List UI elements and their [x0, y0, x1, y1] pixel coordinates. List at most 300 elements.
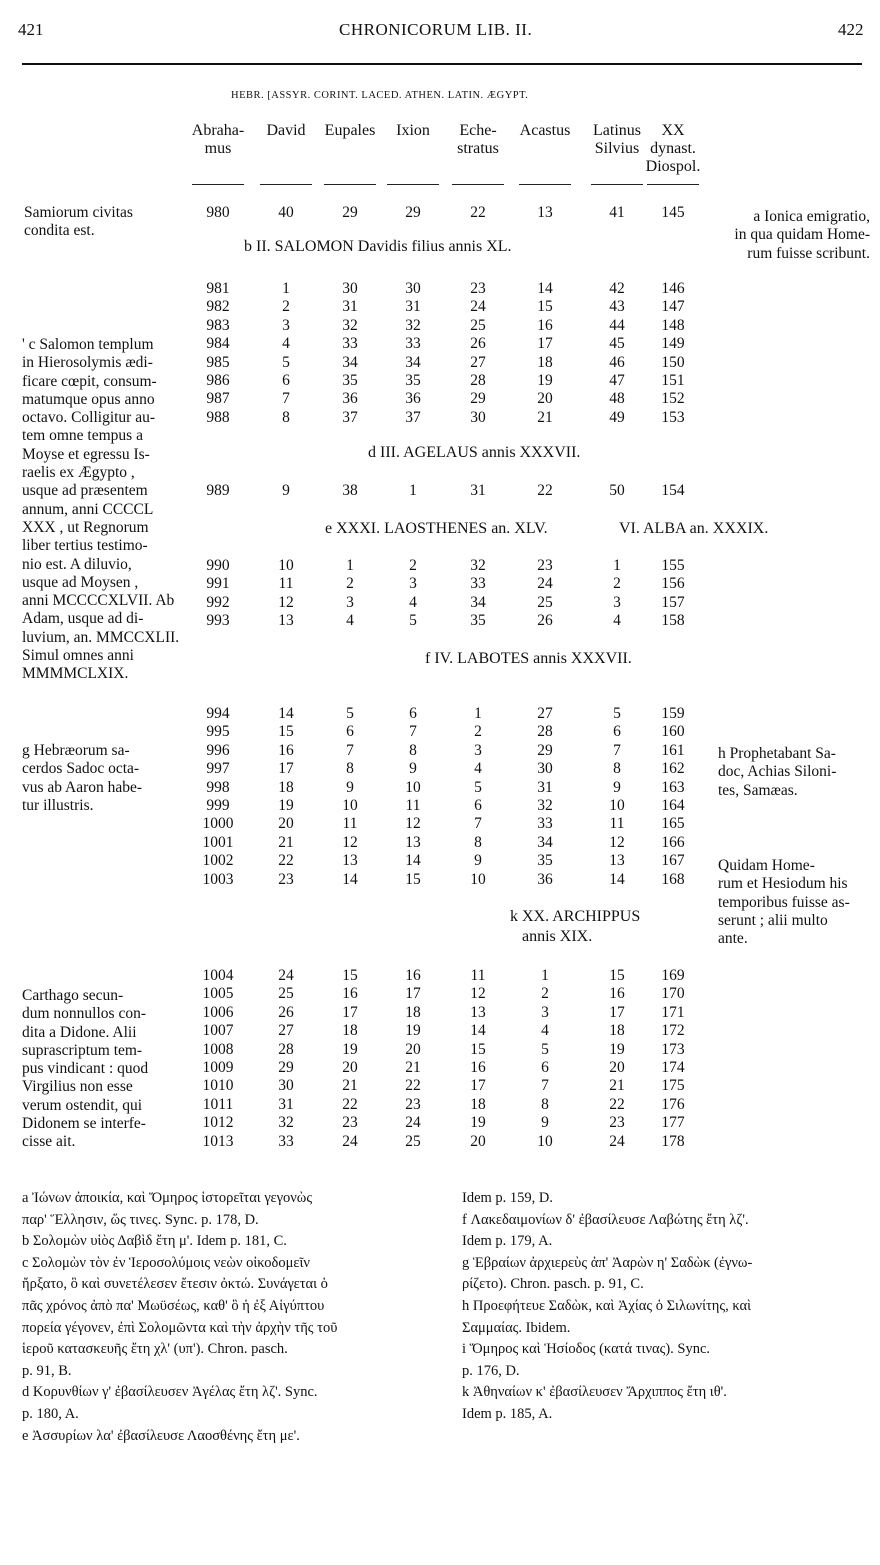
table-cell: 1005 [202, 985, 234, 1003]
note-line: h Prophetabant Sa- [718, 745, 836, 762]
table-cell: 157 [661, 593, 685, 611]
table-cell: 995 [206, 723, 230, 741]
table-cell: 26 [537, 612, 553, 630]
table-cell: 1008 [202, 1040, 234, 1058]
table-cell: 23 [342, 1114, 358, 1132]
table-cell: 17 [537, 335, 553, 353]
footnote-line: a Ἰώνων ἀποικία, καὶ Ὅμηρος ἱστορεῖται γεγονὼς [22, 1190, 313, 1206]
reign-agelaus: d III. AGELAUS annis XXXVII. [368, 444, 581, 461]
note-line: MMMMCLXIX. [22, 665, 129, 683]
note-line: ficare cœpit, consum- [22, 372, 157, 390]
table-cell: 9 [474, 852, 482, 870]
table-cell: 987 [206, 390, 230, 408]
table-cell: 178 [661, 1132, 685, 1150]
table-cell: 23 [470, 280, 486, 297]
table-cell: 28 [470, 372, 486, 389]
table-cell: 48 [609, 390, 625, 408]
table-cell: 21 [609, 1077, 625, 1095]
table-cell: 19 [405, 1022, 421, 1040]
table-cell: 20 [470, 1132, 486, 1150]
note-line: tem omne tempus a [22, 427, 143, 445]
table-cell: 31 [405, 298, 421, 316]
table-cell: 24 [342, 1132, 358, 1150]
table-cell: 23 [278, 870, 294, 888]
table-cell: 5 [346, 705, 354, 722]
table-cell: 1013 [202, 1132, 234, 1150]
table-cell: 18 [537, 353, 553, 371]
table-cell: 7 [282, 390, 290, 408]
note-line: serunt ; alii multo [718, 911, 828, 929]
note-line: XXX , ut Regnorum [22, 518, 149, 536]
table-cell: 20 [537, 390, 553, 408]
table-cell: 4 [541, 1022, 549, 1040]
table-cell: 12 [609, 833, 625, 851]
table-cell: 17 [609, 1003, 625, 1021]
table-cell: 35 [470, 612, 486, 630]
table-cell: 10 [609, 797, 625, 814]
table-cell: 18 [278, 778, 294, 796]
column-rule [647, 184, 699, 185]
table-cell: 166 [661, 833, 685, 851]
table-cell: 32 [342, 316, 358, 334]
table-cell: 148 [661, 316, 685, 334]
footnote-line: πορεία γέγονεν, ἐπὶ Σολομῶντα καὶ τὴν ἀρχὴν τῆς τοῦ [22, 1319, 338, 1336]
footnote-line: p. 176, D. [462, 1362, 520, 1379]
note-line: doc, Achias Siloni- [718, 763, 837, 781]
column-header [505, 122, 585, 140]
table-cell: 1012 [202, 1114, 234, 1132]
table-cell: 3 [474, 741, 482, 759]
table-cell: 8 [474, 833, 482, 851]
note-line: Carthago secun- [22, 987, 124, 1004]
table-cell: 29 [405, 204, 421, 221]
note-line: tur illustris. [22, 796, 94, 814]
note-line: cisse ait. [22, 1133, 76, 1151]
column-header-line: Diospol. [645, 158, 701, 175]
table-cell: 11 [278, 575, 294, 593]
table-cell: 177 [661, 1114, 685, 1132]
footnotes-right [462, 1188, 872, 1426]
table-cell: 146 [661, 280, 685, 297]
table-cell: 992 [206, 593, 230, 611]
table-cell: 13 [470, 1003, 486, 1021]
table-cell: 16 [609, 985, 625, 1003]
table-cell: 6 [282, 372, 290, 389]
table-cell: 19 [342, 1040, 358, 1058]
table-cell: 24 [278, 967, 294, 984]
table-cell: 15 [342, 967, 358, 984]
footnotes-left [22, 1188, 442, 1447]
table-cell: 164 [661, 797, 685, 814]
table-cell: 38 [342, 482, 358, 499]
footnote-line: e Ἀσσυρίων λα' ἐβασίλευσε Λαοσθένης ἔτη με'. [22, 1427, 300, 1444]
table-cell: 1 [409, 482, 417, 499]
column-header-line: Silvius [594, 140, 640, 157]
table-cell: 20 [609, 1059, 625, 1076]
table-cell: 996 [206, 741, 230, 759]
table-cell: 28 [537, 723, 553, 741]
table-cell: 18 [342, 1022, 358, 1040]
table-cell: 986 [206, 372, 230, 389]
table-cell: 4 [474, 760, 482, 778]
table-cell: 32 [470, 557, 486, 574]
footnote-line: k Ἀθηναίων κ' ἐβασίλευσεν Ἄρχιππος ἔτη ιθ'. [462, 1384, 727, 1401]
table-cell: 30 [342, 280, 358, 297]
table-cell: 20 [342, 1059, 358, 1076]
table-cell: 29 [537, 741, 553, 759]
table-cell: 169 [661, 967, 685, 984]
table-cell: 1 [613, 557, 621, 574]
table-cell: 5 [613, 705, 621, 722]
table-cell: 23 [537, 557, 553, 574]
table-cell: 3 [409, 575, 417, 593]
reign-archippus-years: annis XIX. [522, 928, 593, 945]
table-cell: 13 [537, 204, 553, 221]
note-line: vus ab Aaron habe- [22, 778, 143, 796]
table-cell: 13 [609, 852, 625, 870]
table-cell: 30 [278, 1077, 294, 1095]
table-cell: 14 [609, 870, 625, 888]
table-cell: 34 [537, 833, 553, 851]
table-cell: 5 [474, 778, 482, 796]
note-line: in qua quidam Home- [734, 226, 870, 244]
table-cell: 147 [661, 298, 685, 316]
table-cell: 7 [474, 815, 482, 833]
table-cell: 21 [278, 833, 294, 851]
note-line: dita a Didone. Alii [22, 1023, 137, 1041]
table-cell: 10 [278, 557, 294, 574]
table-cell: 981 [206, 280, 230, 297]
table-cell: 149 [661, 335, 685, 353]
table-cell: 42 [609, 280, 625, 297]
table-cell: 1 [282, 280, 290, 297]
note-line: octavo. Colligitur au- [22, 409, 156, 427]
note-line: Virgilius non esse [22, 1078, 133, 1096]
column-header-line: Abraha- [191, 122, 245, 139]
footnote-line: παρ' Ἕλλησιν, ὥς τινες. Sync. p. 178, D. [22, 1211, 259, 1228]
table-cell: 24 [609, 1132, 625, 1150]
table-cell: 30 [537, 760, 553, 778]
table-cell: 7 [613, 741, 621, 759]
table-cell: 35 [537, 852, 553, 870]
table-cell: 14 [537, 280, 553, 297]
column-header-line: mus [204, 140, 232, 157]
table-cell: 28 [278, 1040, 294, 1058]
table-cell: 12 [405, 815, 421, 833]
note-carthago [22, 987, 194, 1152]
table-cell: 29 [470, 390, 486, 408]
table-cell: 11 [470, 967, 486, 984]
note-line: Adam, usque ad di- [22, 610, 144, 628]
note-quidam [718, 857, 870, 948]
table-cell: 2 [613, 575, 621, 593]
table-cell: 2 [474, 723, 482, 741]
table-cell: 37 [405, 408, 421, 426]
table-cell: 153 [661, 408, 685, 426]
table-cell: 18 [609, 1022, 625, 1040]
table-cell: 22 [537, 482, 553, 499]
table-cell: 989 [206, 482, 230, 499]
table-cell: 980 [206, 204, 230, 221]
note-hebraeorum [22, 742, 194, 815]
table-cell: 3 [346, 593, 354, 611]
page-number-left: 421 [18, 20, 44, 39]
footnote-line: πᾶς χρόνος ἀπὸ πα' Μωϋσέως, καθ' ὃ ἡ ἐξ Αἰγύπτου [22, 1297, 325, 1314]
table-cell: 990 [206, 557, 230, 574]
table-cell: 29 [342, 204, 358, 221]
column-header [633, 122, 713, 176]
table-cell: 2 [409, 557, 417, 574]
table-cell: 15 [609, 967, 625, 984]
table-cell: 24 [405, 1114, 421, 1132]
table-cell: 17 [342, 1003, 358, 1021]
table-cell: 27 [537, 705, 553, 722]
note-line: annum, anni CCCCL [22, 500, 154, 518]
table-cell: 32 [537, 797, 553, 814]
table-cell: 999 [206, 797, 230, 814]
table-cell: 22 [470, 204, 486, 221]
table-cell: 16 [342, 985, 358, 1003]
footnote-line: h Προεφήτευε Σαδὼκ, καὶ Ἀχίας ὁ Σιλωνίτης, καὶ [462, 1297, 752, 1314]
note-line: nio est. A diluvio, [22, 555, 132, 573]
table-cell: 12 [278, 593, 294, 611]
footnote-line: Idem p. 185, A. [462, 1405, 553, 1422]
table-cell: 13 [342, 852, 358, 870]
table-cell: 7 [409, 723, 417, 741]
table-cell: 34 [470, 593, 486, 611]
table-cell: 9 [541, 1114, 549, 1132]
table-cell: 17 [278, 760, 294, 778]
table-cell: 33 [342, 335, 358, 353]
table-cell: 173 [661, 1040, 685, 1058]
table-cell: 25 [278, 985, 294, 1003]
table-cell: 5 [282, 353, 290, 371]
table-cell: 10 [537, 1132, 553, 1150]
table-cell: 163 [661, 778, 685, 796]
table-cell: 1001 [202, 833, 234, 851]
table-cell: 2 [541, 985, 549, 1003]
note-line: cerdos Sadoc octa- [22, 760, 140, 778]
table-cell: 9 [613, 778, 621, 796]
table-cell: 9 [409, 760, 417, 778]
table-cell: 6 [541, 1059, 549, 1076]
note-line: ' c Salomon templum [22, 336, 154, 353]
table-cell: 19 [278, 797, 294, 814]
note-line: luvium, an. MMCCXLII. [22, 628, 180, 646]
table-cell: 11 [342, 815, 358, 833]
table-cell: 15 [405, 870, 421, 888]
footnote-line: Idem p. 159, D. [462, 1190, 554, 1206]
table-cell: 17 [405, 985, 421, 1003]
footnote-line: i Ὅμηρος καὶ Ἡσίοδος (κατά τινας). Sync. [462, 1341, 711, 1358]
table-cell: 4 [282, 335, 290, 353]
table-cell: 26 [470, 335, 486, 353]
table-cell: 41 [609, 204, 625, 221]
table-cell: 8 [613, 760, 621, 778]
column-header-line: Eche- [459, 122, 497, 139]
table-cell: 16 [405, 967, 421, 984]
footnote-line: Σαμμαίας. Ibidem. [462, 1319, 571, 1336]
table-cell: 36 [537, 870, 553, 888]
footnote-line: Idem p. 179, A. [462, 1233, 553, 1250]
table-cell: 15 [278, 723, 294, 741]
table-cell: 16 [278, 741, 294, 759]
table-cell: 23 [609, 1114, 625, 1132]
table-cell: 8 [282, 408, 290, 426]
note-line: Moyse et egressu Is- [22, 445, 150, 463]
table-cell: 1006 [202, 1003, 234, 1021]
note-line: usque ad præsentem [22, 482, 148, 500]
table-cell: 17 [470, 1077, 486, 1095]
table-cell: 31 [342, 298, 358, 316]
table-cell: 34 [405, 353, 421, 371]
running-title: CHRONICORUM LIB. II. [339, 20, 533, 39]
table-cell: 16 [470, 1059, 486, 1076]
table-cell: 5 [541, 1040, 549, 1058]
table-cell: 1002 [202, 852, 234, 870]
table-cell: 44 [609, 316, 625, 334]
table-cell: 36 [342, 390, 358, 408]
table-cell: 31 [278, 1095, 294, 1113]
table-cell: 1004 [202, 967, 234, 984]
table-cell: 10 [470, 870, 486, 888]
table-cell: 24 [537, 575, 553, 593]
note-line: Quidam Home- [718, 857, 815, 874]
table-cell: 24 [470, 298, 486, 316]
table-cell: 20 [278, 815, 294, 833]
reign-alba: VI. ALBA an. XXXIX. [619, 520, 769, 537]
table-cell: 988 [206, 408, 230, 426]
table-cell: 26 [278, 1003, 294, 1021]
footnote-line: g Ἑβραίων ἀρχιερεὺς ἀπ' Ἀαρὼν η' Σαδὼκ (ἐγνω- [462, 1254, 753, 1271]
table-cell: 30 [405, 280, 421, 297]
table-cell: 27 [470, 353, 486, 371]
table-cell: 983 [206, 316, 230, 334]
note-prophetabant [718, 745, 870, 800]
note-line: verum ostendit, qui [22, 1096, 143, 1114]
table-cell: 36 [405, 390, 421, 408]
table-cell: 985 [206, 353, 230, 371]
note-line: Samiorum civitas [24, 204, 133, 221]
table-cell: 22 [278, 852, 294, 870]
footnote-line: ἤρξατο, ὃ καὶ συνετέλεσεν ἔτεσιν ὀκτώ. Συνάγεται ὁ [22, 1276, 328, 1293]
table-cell: 14 [278, 705, 294, 722]
table-cell: 154 [661, 482, 685, 499]
table-cell: 167 [661, 852, 685, 870]
note-line: dum nonnullos con- [22, 1005, 146, 1023]
table-cell: 174 [661, 1059, 685, 1076]
table-cell: 1 [346, 557, 354, 574]
table-cell: 19 [609, 1040, 625, 1058]
column-header-line: David [266, 122, 306, 139]
table-cell: 160 [661, 723, 685, 741]
note-line: a Ionica emigratio, [753, 208, 870, 225]
table-cell: 1003 [202, 870, 234, 888]
table-cell: 998 [206, 778, 230, 796]
note-salomon-templum [22, 336, 194, 684]
table-cell: 171 [661, 1003, 685, 1021]
table-cell: 33 [470, 575, 486, 593]
table-cell: 1 [474, 705, 482, 722]
table-cell: 15 [537, 298, 553, 316]
table-cell: 152 [661, 390, 685, 408]
table-cell: 997 [206, 760, 230, 778]
table-cell: 40 [278, 204, 294, 221]
table-cell: 35 [405, 372, 421, 389]
table-cell: 22 [609, 1095, 625, 1113]
table-cell: 32 [405, 316, 421, 334]
column-header-line: dynast. [650, 140, 696, 157]
page-number-right: 422 [838, 20, 864, 39]
table-cell: 35 [342, 372, 358, 389]
note-line: Simul omnes anni [22, 647, 134, 665]
table-cell: 1011 [202, 1095, 234, 1113]
table-cell: 21 [405, 1059, 421, 1076]
table-cell: 11 [609, 815, 625, 833]
table-cell: 37 [342, 408, 358, 426]
table-cell: 176 [661, 1095, 685, 1113]
table-cell: 982 [206, 298, 230, 316]
footnote-line: b Σολομὼν υἱὸς Δαβὶδ ἔτη μ'. Idem p. 181, C. [22, 1233, 287, 1250]
table-cell: 18 [470, 1095, 486, 1113]
column-rule [591, 184, 643, 185]
table-cell: 175 [661, 1077, 685, 1095]
table-cell: 991 [206, 575, 230, 593]
header-rule [22, 63, 862, 65]
table-cell: 3 [541, 1003, 549, 1021]
table-cell: 6 [409, 705, 417, 722]
table-cell: 1000 [202, 815, 234, 833]
table-cell: 7 [346, 741, 354, 759]
table-cell: 2 [346, 575, 354, 593]
column-header-line: stratus [457, 140, 499, 157]
note-line: Didonem se interfe- [22, 1115, 146, 1133]
table-cell: 150 [661, 353, 685, 371]
table-cell: 33 [537, 815, 553, 833]
table-cell: 1010 [202, 1077, 234, 1095]
column-header-line: Ixion [396, 122, 430, 139]
table-cell: 145 [661, 204, 685, 221]
note-line: ante. [718, 930, 748, 948]
table-cell: 4 [409, 593, 417, 611]
table-cell: 165 [661, 815, 685, 833]
table-cell: 21 [342, 1077, 358, 1095]
table-cell: 5 [409, 612, 417, 630]
table-cell: 30 [470, 408, 486, 426]
table-cell: 7 [541, 1077, 549, 1095]
table-cell: 19 [537, 372, 553, 389]
column-header-line: Latinus [593, 122, 641, 139]
table-cell: 32 [278, 1114, 294, 1132]
note-line: condita est. [24, 222, 95, 240]
column-header-line: XX [661, 122, 685, 139]
table-cell: 27 [278, 1022, 294, 1040]
table-cell: 10 [342, 797, 358, 814]
reign-salomon: b II. SALOMON Davidis filius annis XL. [244, 238, 512, 255]
table-cell: 33 [278, 1132, 294, 1150]
table-cell: 159 [661, 705, 685, 722]
table-cell: 14 [470, 1022, 486, 1040]
table-cell: 168 [661, 870, 685, 888]
note-line: pus vindicant : quod [22, 1060, 149, 1078]
column-header-line: Acastus [519, 122, 571, 139]
table-cell: 31 [537, 778, 553, 796]
column-rule [387, 184, 439, 185]
note-line: in Hierosolymis ædi- [22, 354, 153, 372]
table-cell: 12 [342, 833, 358, 851]
table-cell: 155 [661, 557, 685, 574]
table-cell: 994 [206, 705, 230, 722]
